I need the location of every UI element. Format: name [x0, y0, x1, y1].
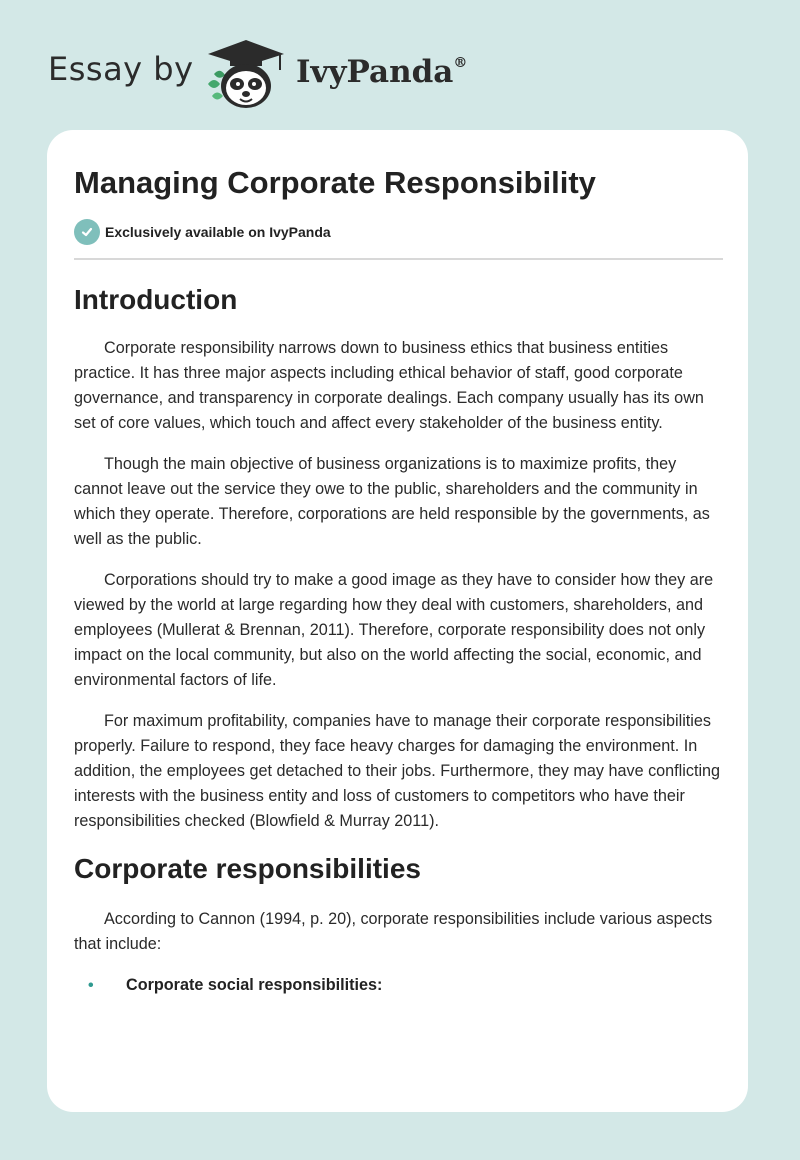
checkmark-icon	[74, 219, 100, 245]
paragraph: According to Cannon (1994, p. 20), corporate responsibilities include various aspects that include:	[74, 910, 713, 953]
badge-text: Exclusively available on IvyPanda	[105, 224, 331, 240]
bullet-icon: •	[88, 977, 94, 994]
paragraph: Though the main objective of business organizations is to maximize profits, they cannot leave out the service they owe to the public, shareholders and the community in which they operate. Therefore, corporations are held responsible by the governments, as well as the public.	[74, 455, 710, 548]
divider	[74, 258, 723, 260]
brand-name[interactable]: IvyPanda®	[296, 54, 468, 90]
registered-mark: ®	[453, 54, 468, 71]
essay-card	[47, 130, 748, 1112]
paragraph: Corporations should try to make a good image as they have to consider how they are viewed by the world at large regarding how they deal with customers, shareholders, and employees (Mullerat & Brennan, 2011). Therefore, corporate responsibility does not only impact on the local community, but also on the world affecting the social, economic, and environmental factors of life.	[74, 571, 714, 689]
site-header	[48, 36, 608, 116]
section-heading-corporate-responsibilities: Corporate responsibilities	[74, 853, 421, 884]
list-item-text: Corporate social responsibilities:	[126, 976, 383, 994]
bullet-list	[74, 973, 723, 998]
exclusive-badge	[74, 219, 723, 245]
section-heading-introduction: Introduction	[74, 284, 238, 315]
essay-by-label: Essay by	[48, 50, 194, 88]
essay-content	[74, 163, 723, 998]
paragraph: Corporate responsibility narrows down to business ethics that business entities practice. It has three major aspects including ethical behavior of staff, good corporate governance, and transparency in corporate dealings. Each company usually has its own set of core values, which touch and affect every stakeholder of the business entity.	[74, 339, 704, 432]
paragraph: For maximum profitability, companies have to manage their corporate responsibilities properly. Failure to respond, they face heavy charges for damaging the environment. In addition, the employees get detached to their jobs. Furthermore, they may have conflicting interests with the business entity and loss of customers to competitors who have their responsibilities checked (Blowfield & Murray 2011).	[74, 712, 721, 830]
panda-graduate-icon[interactable]	[200, 36, 292, 112]
list-item	[74, 973, 723, 998]
page-title: Managing Corporate Responsibility	[74, 165, 596, 200]
